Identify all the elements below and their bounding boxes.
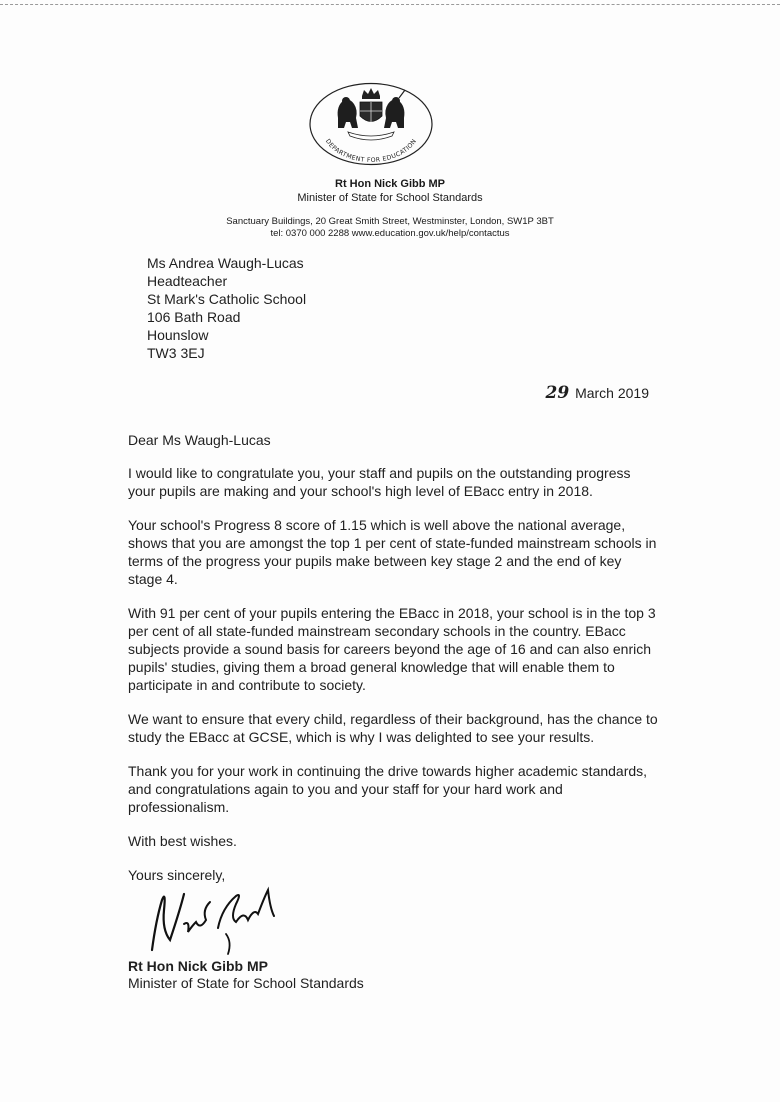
recipient-postcode: TW3 3EJ [147, 345, 205, 361]
complimentary-close: Yours sincerely, [128, 867, 226, 883]
body-paragraph: With 91 per cent of your pupils entering the EBacc in 2018, your school is in the top 3 per cent of all state-funded mainstream secondary schools in the country. EBacc subjects provide a sound basis for careers beyond the age of 16 and can also enrich pupils' studies, giving them a broad general knowledge that will enable them to participate in and contribute to society. [128, 605, 656, 693]
letterhead-minister-name: Rt Hon Nick Gibb MP [335, 178, 445, 190]
body-paragraph: Thank you for your work in continuing the drive towards higher academic standards, and congratulations again to you and your staff for your hard work and professionalism. [128, 763, 648, 815]
date-day-handwritten: 29 [545, 383, 570, 403]
recipient-town: Hounslow [147, 327, 209, 343]
signoff-role: Minister of State for School Standards [128, 975, 364, 991]
signoff-name: Rt Hon Nick Gibb MP [128, 958, 268, 974]
salutation: Dear Ms Waugh-Lucas [128, 432, 271, 448]
recipient-school: St Mark's Catholic School [147, 291, 307, 307]
body-paragraph: Your school's Progress 8 score of 1.15 which is well above the national average, shows that you are amongst the top 1 per cent of state-funded mainstream schools in terms of the progress your pupils make between key stage 2 and the end of key stage 4. [128, 517, 657, 587]
scan-edge-rule [0, 4, 780, 5]
handwritten-signature [140, 880, 290, 958]
recipient-title: Headteacher [147, 273, 228, 289]
body-paragraph: We want to ensure that every child, regardless of their background, has the chance to study the EBacc at GCSE, which is why I was delighted to see your results. [128, 711, 658, 745]
letterhead-address: Sanctuary Buildings, 20 Great Smith Street, Westminster, London, SW1P 3BT [226, 216, 554, 227]
recipient-name: Ms Andrea Waugh-Lucas [147, 255, 304, 271]
royal-coat-of-arms-logo [308, 82, 434, 166]
date-month-year: March 2019 [575, 385, 649, 401]
recipient-address [147, 254, 306, 362]
recipient-street: 106 Bath Road [147, 309, 241, 325]
svg-text:DEPARTMENT FOR EDUCATION [324, 138, 418, 164]
letter-date [546, 383, 650, 403]
body-paragraph: I would like to congratulate you, your staff and pupils on the outstanding progress your pupils are making and your school's high level of EBacc entry in 2018. [128, 465, 631, 499]
letter-body [128, 464, 658, 900]
letterhead-minister-role: Minister of State for School Standards [297, 192, 483, 204]
crest-caption: DEPARTMENT FOR EDUCATION [323, 137, 419, 165]
closing-wishes: With best wishes. [128, 833, 237, 849]
letterhead-contact: tel: 0370 000 2288 www.education.gov.uk/help/contactus [270, 228, 510, 239]
